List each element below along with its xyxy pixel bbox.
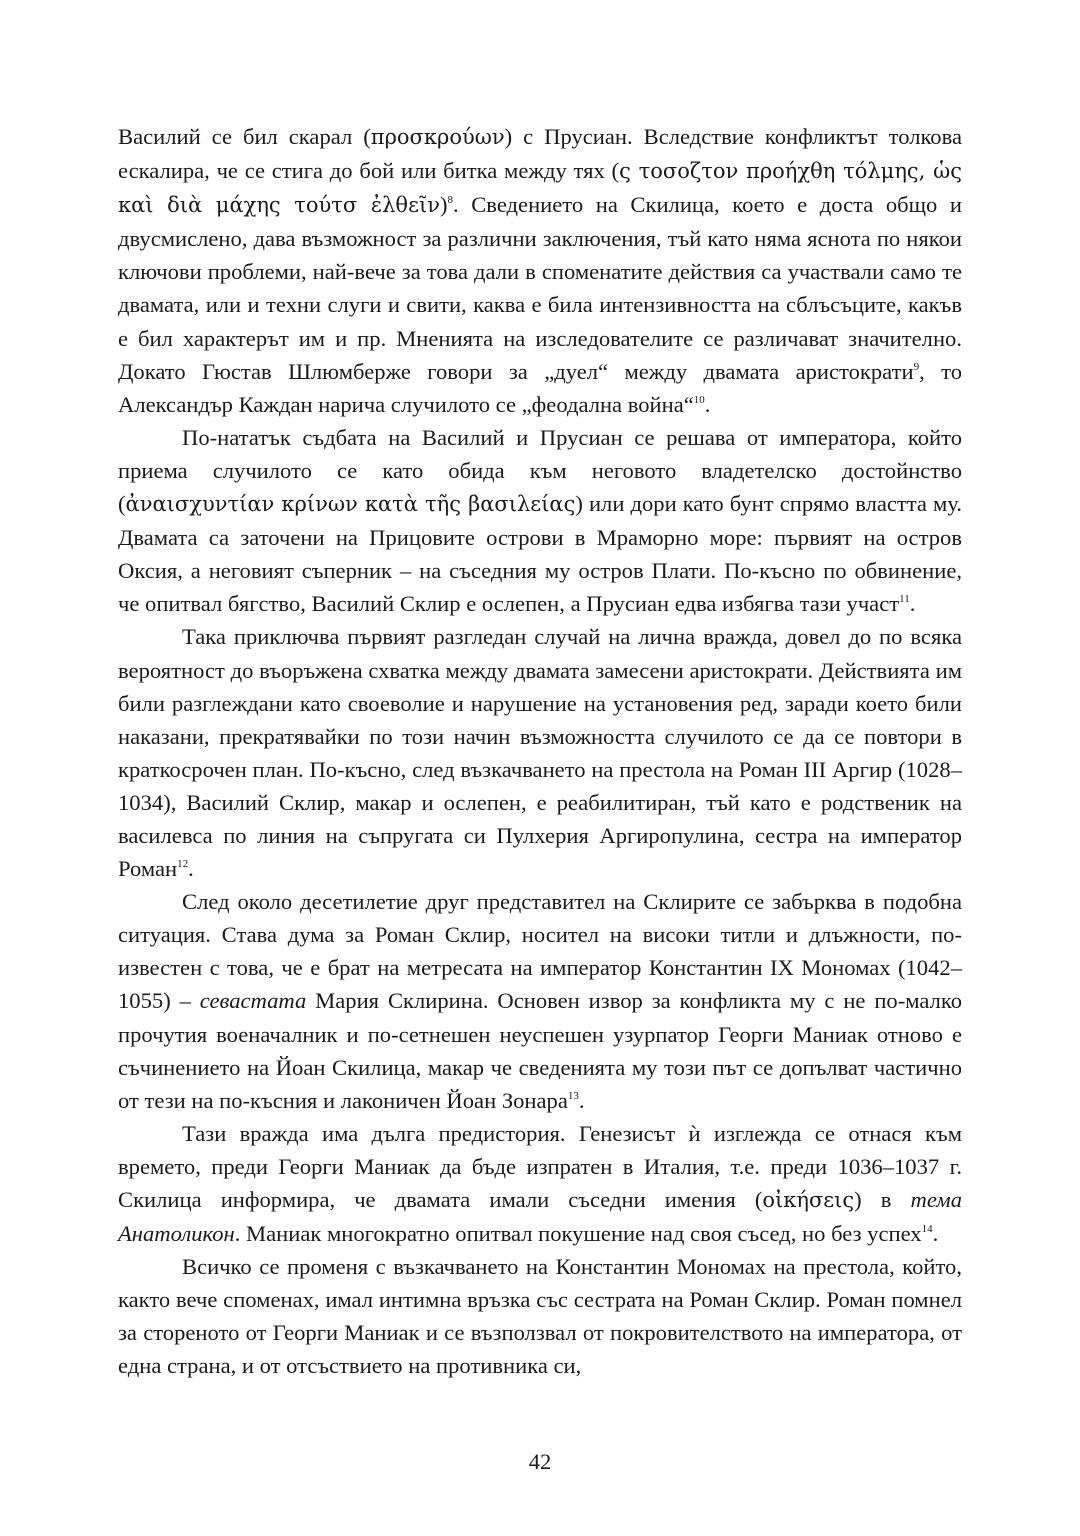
- footnote-ref: 13: [567, 1089, 579, 1102]
- text-run: ): [439, 192, 448, 218]
- text-run: .: [932, 1221, 939, 1247]
- text-run: По-нататък съдбата на Василий и Прусиан се решава от императора, който приема случилото се като обида към неговото владетелско достойнство (: [118, 424, 962, 517]
- text-run: Василий се бил скарал (: [118, 124, 371, 149]
- paragraph: [118, 1250, 962, 1382]
- paragraph: [118, 120, 962, 421]
- text-run: ) в: [854, 1187, 911, 1212]
- text-run: Мария Склирина. Основен извор за конфликта му с не по-малко прочутия военачалник и по-сетнешен неуспешен узурпатор Георги Маниак отново е съчинението на Йоан Скилица, макар че сведенията му този път се допълват частично от тези на по-късния и лаконичен Йоан Зонара: [118, 988, 962, 1113]
- paragraph: [118, 620, 962, 885]
- main-text: [118, 120, 962, 1383]
- text-run: ) с Прусиан. Вследствие конфликтът толкова ескалира, че се стига до бой или битка между тях (: [118, 124, 962, 184]
- text-run: . Сведението на Скилица, което е доста общо и двусмислено, дава възможност за различни заключения, тъй като няма яснота по някои ключови проблеми, най-вече за това дали в споменатите действия са участвали само те двамата, или и техни слуги и свити, каква е била интензивността на сблъсъците, какъв е бил характерът им и пр. Мненията на изследователите се различават значително. Докато Гюстав Шлюмберже говори за „дуел“ между двамата аристократи: [118, 192, 963, 384]
- text-run: Тази вражда има дълга предистория. Генезисът ѝ изглежда се отнася към времето, преди Георги Маниак да бъде изпратен в Италия, т.е. преди 1036–1037 г. Скилица информира, че двамата имали съседни имения (: [118, 1120, 962, 1212]
- greek-quote: ς τοσοζτον προήχθη τόλμης, ὡς καὶ διὰ μάχης τούτσ ἐλθεῖν: [118, 159, 962, 218]
- footnote-ref: 9: [913, 360, 920, 373]
- text-run: ) или дори като бунт спрямо властта му. Двамата са заточени на Прицовите острови в Мраморно море: първият на остров Оксия, а неговият съперник – на съседния му остров Плати. По-късно по обвинение, че опитвал бягство, Василий Склир е ослепен, а Прусиан едва избягва тази участ: [118, 491, 962, 617]
- footnote-ref: 11: [899, 593, 910, 606]
- greek-quote: ἀναισχυντίαν κρίνων κατὰ τῆς βασιλείας: [125, 492, 576, 517]
- text-run: .: [578, 1087, 585, 1113]
- footnote-ref: 12: [177, 858, 189, 871]
- text-run: Всичко се променя с възкачването на Константин Мономах на престола, който, както вече споменах, имал интимна връзка със сестрата на Роман Склир. Роман помнел за стореното от Георги Маниак и се възползвал от покровителството на императора, от една страна, и от отсъствието на противника си,: [118, 1254, 962, 1379]
- paragraph: [118, 421, 962, 621]
- text-run: , то Александър Каждан нарича случилото се „феодална война“: [118, 358, 962, 417]
- text-run: . Маниак многократно опитвал покушение над своя съсед, но без успех: [234, 1221, 922, 1247]
- text-run: След около десетилетие друг представител на Склирите се забърква в подобна ситуация. Става дума за Роман Склир, носител на високи титли и длъжности, по-известен с това, че е брат на метресата на император Константин IX Мономах (1042–1055) –: [118, 889, 962, 1014]
- italic-term: тема Анатоликон: [118, 1187, 962, 1247]
- page-number: 42: [528, 1449, 552, 1474]
- paragraph: [118, 885, 962, 1117]
- footnote-ref: 8: [447, 194, 453, 207]
- footnote-ref: 14: [921, 1223, 933, 1236]
- text-run: .: [704, 391, 711, 417]
- greek-quote: οἰκήσεις: [762, 1188, 855, 1212]
- text-run: .: [909, 591, 916, 617]
- greek-quote: προσκρούων: [370, 125, 505, 149]
- text-run: Така приключва първият разгледан случай на лична вражда, довел до по всяка вероятност до въоръжена схватка между двамата замесени аристократи. Действията им били разглеждани като своеволие и нарушение на установения ред, заради което били наказани, прекратявайки по този начин възможността случилото се да се повтори в краткосрочен план. По-късно, след възкачването на престола на Роман III Аргир (1028–1034), Василий Склир, макар и ослепен, е реабилитиран, тъй като е родственик на василевса по линия на съпругата си Пулхерия Аргиропулина, сестра на император Роман: [118, 624, 962, 882]
- text-run: .: [188, 856, 194, 882]
- italic-term: севастата: [199, 988, 307, 1014]
- paragraph: [118, 1117, 962, 1250]
- footnote-ref: 10: [693, 393, 705, 406]
